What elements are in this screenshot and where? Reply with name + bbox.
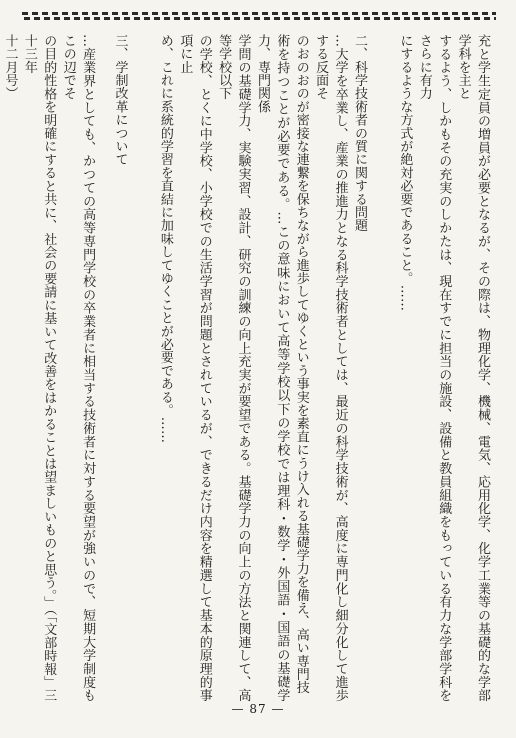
vertical-body-text: [2, 34, 492, 702]
text-line: にするような方式が絶対必要であること。……: [397, 34, 413, 312]
text-line: するよう、しかもその充実のしかたは、現在すでに担当の施設、設備と教員組織をもっている有力な学部学科をさらに有力: [416, 34, 452, 702]
text-line: 学問の基礎学力、実験実習、設計、研究の訓練の向上充実が要望である。基礎学力の向上の方法と関連して、高等学校以下: [216, 34, 251, 702]
text-line: 充と学生定員の増員が必要となるが、その際は、物理化学、機械、電気、応用化学、化学工業等の基礎的な学部学科を主と: [455, 34, 490, 702]
section-heading: 三、学制改革について: [112, 34, 128, 166]
text-line: の学校、とくに中学校、小学校での生活学習が問題とされているが、できるだけ内容を精選して基本的原理的事項に止: [177, 34, 212, 702]
text-line: 十二月号）: [2, 34, 18, 100]
text-line: 術を持つことが必要である。…この意味において高等学校以下の学校では理科・数学・外国語・国語の基礎学力、専門関係: [254, 34, 290, 702]
decorative-top-border: [22, 12, 496, 20]
text-line: のおのおのが密接な連繋を保ちながら進歩してゆくという事実を素直にうけ入れる基礎学力を備え、高い専門技: [293, 34, 309, 694]
text-line: の目的性格を明確にすると共に、社会の要請に基いて改善をはかることは望ましいものと思う。」（「文部時報」三十三年: [21, 34, 57, 702]
text-line: …産業界としても、かつての高等専門学校の卒業者に相当する技術者に対する要望が強いので、短期大学制度もこの辺でそ: [60, 34, 96, 702]
page-number: — 87 —: [231, 702, 285, 716]
body-text-area: [2, 34, 492, 702]
text-line: …大学を卒業し、産業の推進力となる科学技術者としては、最近の科学技術が、高度に専門化し細分化して進歩する反面そ: [313, 34, 348, 702]
text-line: め、これに系統的学習を直結に加味してゆくことが必要である。……: [157, 34, 173, 444]
section-heading: 二、科学技術者の質に関する問題: [351, 34, 367, 232]
